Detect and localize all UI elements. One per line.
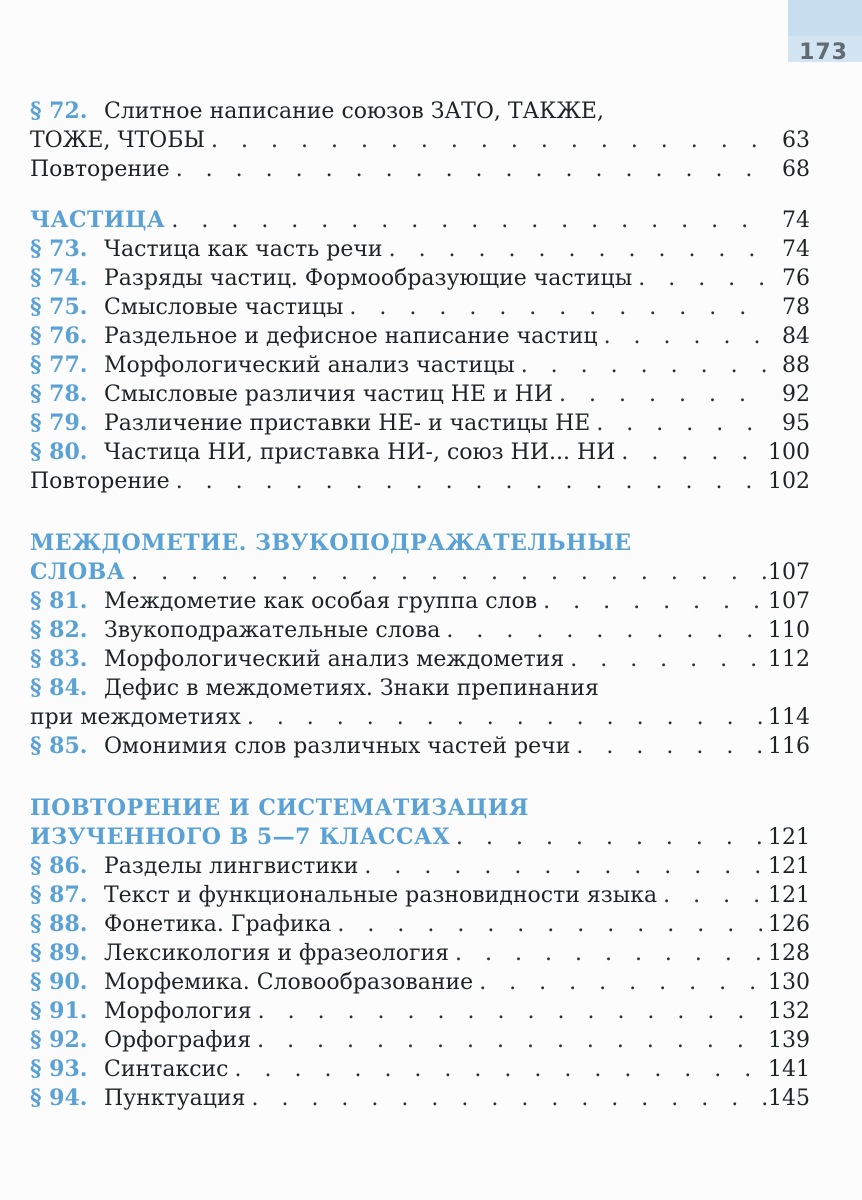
section-title: Морфологический анализ частицы: [104, 353, 515, 378]
page-ref: 107: [768, 589, 810, 614]
toc-entry[interactable]: [30, 968, 810, 997]
toc-entry[interactable]: [30, 351, 810, 380]
toc-entry[interactable]: [30, 409, 810, 438]
toc-entry[interactable]: [30, 97, 810, 126]
toc-entry[interactable]: [30, 264, 810, 293]
chapter-title: ПОВТОРЕНИЕ И СИСТЕМАТИЗАЦИЯ: [30, 795, 529, 821]
page-number: 173: [799, 40, 848, 65]
page-ref: 130: [768, 970, 810, 995]
table-of-contents: [30, 97, 810, 1113]
dot-leader: [165, 206, 770, 235]
page-ref: 107: [768, 560, 810, 585]
section-number: § 82.: [30, 617, 88, 643]
dot-leader: [553, 380, 770, 409]
section-number: § 79.: [30, 410, 88, 436]
chapter-title: ЧАСТИЦА: [30, 207, 166, 233]
dot-leader: [170, 467, 768, 496]
section-title: Разделы лингвистики: [104, 854, 359, 879]
dot-leader: [590, 409, 770, 438]
chapter-title: ИЗУЧЕННОГО В 5—7 КЛАССАХ: [30, 824, 451, 850]
chapter-heading-continuation[interactable]: [30, 558, 810, 587]
dot-leader: [450, 823, 768, 852]
section-number: § 89.: [30, 940, 88, 966]
section-title: Смысловые частицы: [104, 295, 344, 320]
dot-leader: [205, 126, 770, 155]
toc-entry[interactable]: [30, 322, 810, 351]
chapter-heading[interactable]: [30, 794, 810, 823]
dot-leader: [170, 155, 770, 184]
dot-leader: [343, 293, 770, 322]
chapter-heading[interactable]: [30, 206, 810, 235]
toc-entry[interactable]: [30, 939, 810, 968]
section-number: § 72.: [30, 98, 88, 124]
section-number: § 94.: [30, 1085, 88, 1111]
dot-leader: [245, 1084, 768, 1113]
section-title: Дефис в междометиях. Знаки препинания: [104, 676, 599, 701]
page-ref: 110: [768, 618, 810, 643]
toc-entry[interactable]: [30, 380, 810, 409]
dot-leader: [449, 939, 768, 968]
toc-entry[interactable]: [30, 910, 810, 939]
section-number: § 90.: [30, 969, 88, 995]
section-number: § 75.: [30, 294, 88, 320]
toc-entry[interactable]: [30, 467, 810, 496]
page-ref: 114: [768, 705, 810, 730]
section-number: § 86.: [30, 853, 88, 879]
page-ref: 63: [782, 128, 810, 153]
section-number: § 81.: [30, 588, 88, 614]
page-ref: 141: [768, 1057, 810, 1082]
page-ref: 102: [768, 469, 810, 494]
toc-entry[interactable]: [30, 997, 810, 1026]
section-title: Частица НИ, приставка НИ-, союз НИ... НИ: [104, 440, 616, 465]
page-ref: 92: [782, 382, 810, 407]
toc-entry-continuation[interactable]: [30, 703, 810, 732]
page-ref: 68: [782, 157, 810, 182]
chapter-title: СЛОВА: [30, 559, 126, 585]
section-number: § 77.: [30, 352, 88, 378]
section-number: § 74.: [30, 265, 88, 291]
dot-leader: [537, 587, 768, 616]
section-number: § 92.: [30, 1027, 88, 1053]
section-title: Морфемика. Словообразование: [104, 970, 474, 995]
section-number: § 91.: [30, 998, 88, 1024]
page-ref: 100: [768, 440, 810, 465]
toc-entry[interactable]: [30, 852, 810, 881]
section-number: § 76.: [30, 323, 88, 349]
section-number: § 87.: [30, 882, 88, 908]
section-title: Междометие как особая группа слов: [104, 589, 538, 614]
chapter-title: МЕЖДОМЕТИЕ. ЗВУКОПОДРАЖАТЕЛЬНЫЕ: [30, 530, 632, 556]
section-title: Морфологический анализ междометия: [104, 647, 565, 672]
section-number: § 85.: [30, 733, 88, 759]
section-title: при междометиях: [30, 705, 241, 730]
toc-entry[interactable]: [30, 881, 810, 910]
toc-entry[interactable]: [30, 616, 810, 645]
dot-leader: [251, 1026, 768, 1055]
section-title: Повторение: [30, 469, 170, 494]
section-title: ТОЖЕ, ЧТОБЫ: [30, 128, 206, 153]
section-title: Омонимия слов различных частей речи: [104, 734, 571, 759]
toc-entry[interactable]: [30, 587, 810, 616]
section-number: § 84.: [30, 675, 88, 701]
page-ref: 139: [768, 1028, 810, 1053]
page-ref: 116: [768, 734, 810, 759]
page-ref: 132: [768, 999, 810, 1024]
section-title: Звукоподражательные слова: [104, 618, 441, 643]
page-ref: 121: [768, 825, 810, 850]
dot-leader: [473, 968, 768, 997]
toc-entry[interactable]: [30, 293, 810, 322]
chapter-heading-continuation[interactable]: [30, 823, 810, 852]
dot-leader: [615, 438, 768, 467]
dot-leader: [358, 852, 768, 881]
dot-leader: [657, 881, 768, 910]
dot-leader: [331, 910, 768, 939]
section-number: § 78.: [30, 381, 88, 407]
section-title: Фонетика. Графика: [104, 912, 332, 937]
page-ref: 145: [768, 1086, 810, 1111]
section-title: Разряды частиц. Формообразующие частицы: [104, 266, 633, 291]
section-title: Смысловые различия частиц НЕ и НИ: [104, 382, 554, 407]
section-title: Текст и функциональные разновидности языка: [104, 883, 658, 908]
page-ref: 126: [768, 912, 810, 937]
section-number: § 80.: [30, 439, 88, 465]
page-ref: 88: [782, 353, 810, 378]
page-ref: 76: [782, 266, 810, 291]
section-title: Различение приставки НЕ- и частицы НЕ: [104, 411, 591, 436]
section-number: § 88.: [30, 911, 88, 937]
dot-leader: [564, 645, 768, 674]
dot-leader: [515, 351, 770, 380]
section-title: Синтаксис: [104, 1057, 229, 1082]
toc-entry[interactable]: [30, 1084, 810, 1113]
toc-entry[interactable]: [30, 1026, 810, 1055]
toc-entry-continuation[interactable]: [30, 126, 810, 155]
dot-leader: [252, 997, 768, 1026]
page-ref: 84: [782, 324, 810, 349]
section-title: Орфография: [104, 1028, 252, 1053]
dot-leader: [383, 235, 770, 264]
section-title: Раздельное и дефисное написание частиц: [104, 324, 598, 349]
section-title: Пунктуация: [104, 1086, 246, 1111]
toc-entry[interactable]: [30, 732, 810, 761]
page-ref: 74: [782, 237, 810, 262]
dot-leader: [125, 558, 768, 587]
toc-entry[interactable]: [30, 1055, 810, 1084]
toc-entry[interactable]: [30, 438, 810, 467]
section-number: § 73.: [30, 236, 88, 262]
page-ref: 78: [782, 295, 810, 320]
section-title: Лексикология и фразеология: [104, 941, 450, 966]
section-title: Частица как часть речи: [104, 237, 383, 262]
toc-entry[interactable]: [30, 674, 810, 703]
page-ref: 95: [782, 411, 810, 436]
dot-leader: [229, 1055, 768, 1084]
page-ref: 112: [768, 647, 810, 672]
toc-entry[interactable]: [30, 235, 810, 264]
section-title: Повторение: [30, 157, 170, 182]
section-number: § 83.: [30, 646, 88, 672]
section-title: Морфология: [104, 999, 252, 1024]
dot-leader: [632, 264, 770, 293]
dot-leader: [570, 732, 768, 761]
page-ref: 74: [782, 208, 810, 233]
chapter-heading[interactable]: [30, 529, 810, 558]
page-ref: 128: [768, 941, 810, 966]
section-title: Слитное написание союзов ЗАТО, ТАКЖЕ,: [104, 99, 604, 124]
toc-entry[interactable]: [30, 155, 810, 184]
dot-leader: [440, 616, 768, 645]
dot-leader: [241, 703, 768, 732]
section-number: § 93.: [30, 1056, 88, 1082]
toc-entry[interactable]: [30, 645, 810, 674]
page-ref: 121: [768, 854, 810, 879]
dot-leader: [598, 322, 770, 351]
page-ref: 121: [768, 883, 810, 908]
